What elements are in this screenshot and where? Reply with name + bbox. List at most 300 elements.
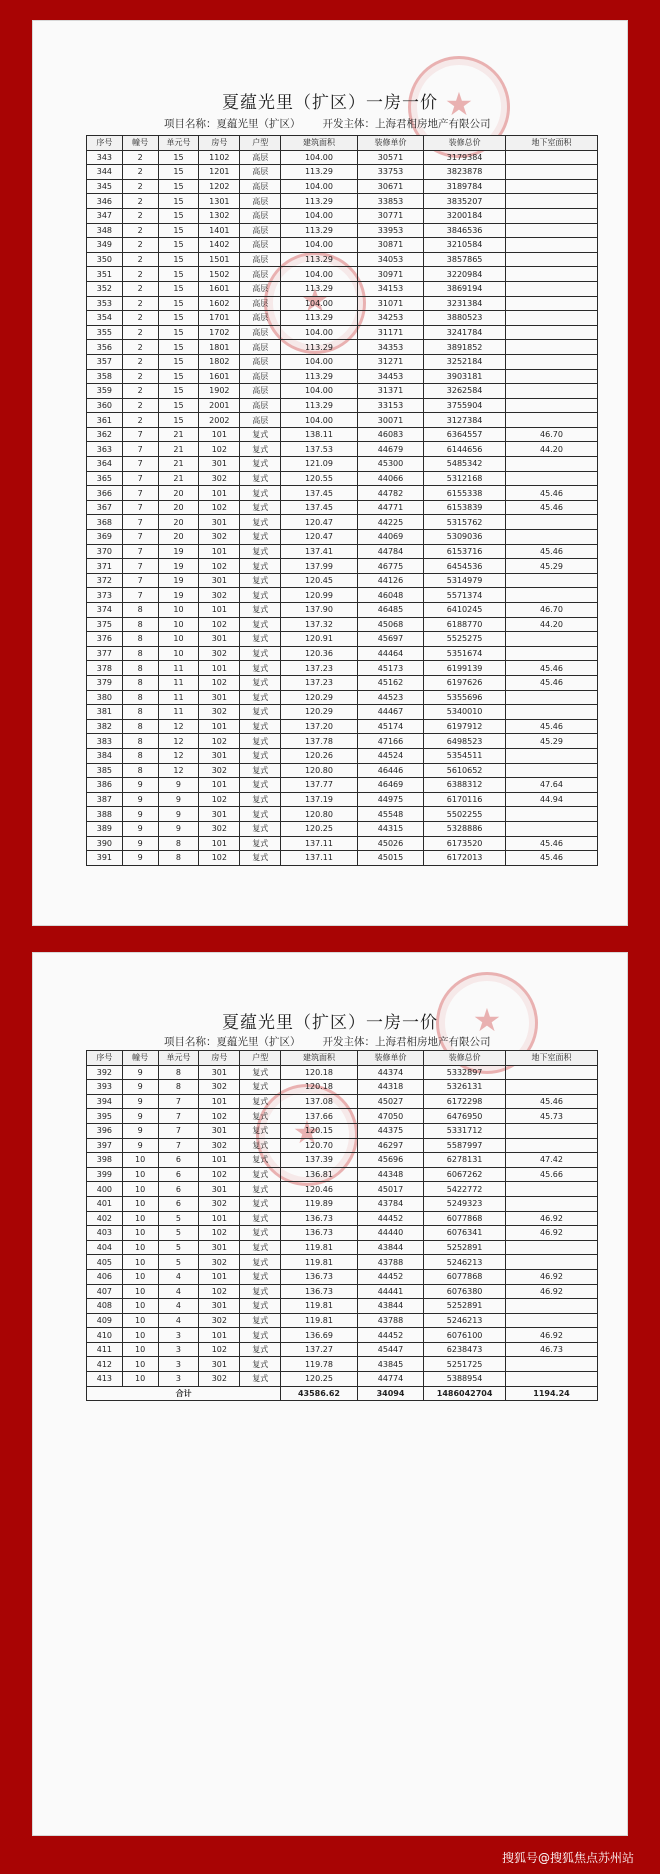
table-cell <box>505 223 597 238</box>
table-cell: 复式 <box>240 1065 281 1080</box>
table-cell: 359 <box>87 384 123 399</box>
table-cell: 1702 <box>199 325 240 340</box>
table-cell: 46.92 <box>505 1284 597 1299</box>
table-cell: 44375 <box>357 1123 423 1138</box>
table-cell: 复式 <box>240 1094 281 1109</box>
table-cell: 395 <box>87 1109 123 1124</box>
table-cell: 302 <box>199 763 240 778</box>
table-cell: 101 <box>199 427 240 442</box>
table-cell: 高层 <box>240 223 281 238</box>
table-cell: 45548 <box>357 807 423 822</box>
table-cell: 104.00 <box>281 413 358 428</box>
table-cell: 6 <box>158 1153 199 1168</box>
table-cell: 高层 <box>240 340 281 355</box>
table-cell: 3823878 <box>424 165 506 180</box>
table-cell: 120.55 <box>281 471 358 486</box>
table-cell: 复式 <box>240 1284 281 1299</box>
table-cell: 3200184 <box>424 208 506 223</box>
table-cell: 44440 <box>357 1226 423 1241</box>
table-cell: 1701 <box>199 311 240 326</box>
table-cell <box>505 369 597 384</box>
column-header: 单元号 <box>158 1051 199 1066</box>
table-cell: 113.29 <box>281 194 358 209</box>
table-cell <box>505 1080 597 1095</box>
table-cell: 136.73 <box>281 1211 358 1226</box>
table-cell: 高层 <box>240 325 281 340</box>
table-row <box>87 1182 598 1197</box>
table-cell: 406 <box>87 1269 123 1284</box>
table-cell: 43844 <box>357 1299 423 1314</box>
table-cell: 45.46 <box>505 851 597 866</box>
table-cell: 2002 <box>199 413 240 428</box>
table-cell: 11 <box>158 661 199 676</box>
table-cell: 1902 <box>199 384 240 399</box>
table-cell: 5309036 <box>424 530 506 545</box>
table-cell: 复式 <box>240 646 281 661</box>
table-cell: 1601 <box>199 281 240 296</box>
table-cell: 46048 <box>357 588 423 603</box>
table-cell: 45174 <box>357 719 423 734</box>
table-cell: 21 <box>158 457 199 472</box>
table-cell: 3241784 <box>424 325 506 340</box>
table-cell: 8 <box>122 719 158 734</box>
table-cell: 104.00 <box>281 150 358 165</box>
table-cell: 21 <box>158 427 199 442</box>
table-cell: 44452 <box>357 1269 423 1284</box>
price-table <box>86 1050 598 1401</box>
table-cell <box>505 208 597 223</box>
table-cell: 346 <box>87 194 123 209</box>
table-cell: 复式 <box>240 778 281 793</box>
table-cell: 45.29 <box>505 559 597 574</box>
table-cell: 6155338 <box>424 486 506 501</box>
table-row <box>87 705 598 720</box>
table-cell: 121.09 <box>281 457 358 472</box>
table-cell: 10 <box>122 1255 158 1270</box>
table-cell: 391 <box>87 851 123 866</box>
table-cell: 复式 <box>240 530 281 545</box>
column-header: 地下室面积 <box>505 136 597 151</box>
column-header: 房号 <box>199 136 240 151</box>
table-cell: 44225 <box>357 515 423 530</box>
table-cell: 高层 <box>240 267 281 282</box>
table-cell: 复式 <box>240 1269 281 1284</box>
table-cell: 复式 <box>240 821 281 836</box>
table-cell: 301 <box>199 1240 240 1255</box>
table-cell: 复式 <box>240 661 281 676</box>
table-cell: 10 <box>158 617 199 632</box>
table-cell: 2 <box>122 398 158 413</box>
table-cell: 15 <box>158 208 199 223</box>
table-cell: 104.00 <box>281 296 358 311</box>
table-cell: 46.70 <box>505 603 597 618</box>
table-row <box>87 165 598 180</box>
table-cell: 403 <box>87 1226 123 1241</box>
table-cell: 1602 <box>199 296 240 311</box>
table-row <box>87 530 598 545</box>
table-cell: 102 <box>199 675 240 690</box>
table-cell: 46.92 <box>505 1328 597 1343</box>
table-cell: 复式 <box>240 792 281 807</box>
table-cell: 2 <box>122 384 158 399</box>
table-cell: 8 <box>122 690 158 705</box>
table-cell: 347 <box>87 208 123 223</box>
table-cell: 31271 <box>357 354 423 369</box>
table-cell: 120.26 <box>281 748 358 763</box>
table-cell: 120.80 <box>281 763 358 778</box>
table-cell: 348 <box>87 223 123 238</box>
table-cell: 113.29 <box>281 340 358 355</box>
table-cell: 复式 <box>240 1372 281 1387</box>
table-cell: 7 <box>122 573 158 588</box>
table-cell: 5485342 <box>424 457 506 472</box>
table-cell: 复式 <box>240 1299 281 1314</box>
table-cell: 20 <box>158 486 199 501</box>
table-cell: 7 <box>122 471 158 486</box>
table-cell: 9 <box>122 1065 158 1080</box>
table-cell: 复式 <box>240 851 281 866</box>
page-title: 夏蕴光里（扩区）一房一价 <box>222 1013 438 1033</box>
table-cell: 407 <box>87 1284 123 1299</box>
table-cell: 365 <box>87 471 123 486</box>
table-cell: 1802 <box>199 354 240 369</box>
table-cell: 45.73 <box>505 1109 597 1124</box>
table-cell: 复式 <box>240 500 281 515</box>
table-cell: 高层 <box>240 354 281 369</box>
table-cell: 19 <box>158 588 199 603</box>
table-row <box>87 1065 598 1080</box>
table-cell: 3179384 <box>424 150 506 165</box>
table-cell: 104.00 <box>281 208 358 223</box>
table-cell: 6498523 <box>424 734 506 749</box>
table-cell: 9 <box>122 778 158 793</box>
table-row <box>87 1211 598 1226</box>
table-cell: 10 <box>158 632 199 647</box>
table-cell: 15 <box>158 325 199 340</box>
table-cell: 45.46 <box>505 836 597 851</box>
table-cell: 47166 <box>357 734 423 749</box>
table-row <box>87 778 598 793</box>
table-cell: 45300 <box>357 457 423 472</box>
table-cell: 104.00 <box>281 179 358 194</box>
table-cell: 136.73 <box>281 1284 358 1299</box>
table-cell: 45.66 <box>505 1167 597 1182</box>
table-cell: 30971 <box>357 267 423 282</box>
table-cell: 379 <box>87 675 123 690</box>
table-cell: 120.47 <box>281 530 358 545</box>
table-cell: 101 <box>199 719 240 734</box>
table-cell: 10 <box>122 1167 158 1182</box>
table-cell: 9 <box>122 1138 158 1153</box>
table-cell: 352 <box>87 281 123 296</box>
table-cell: 复式 <box>240 1182 281 1197</box>
table-cell: 2 <box>122 179 158 194</box>
table-cell: 复式 <box>240 1255 281 1270</box>
table-cell: 119.81 <box>281 1255 358 1270</box>
table-cell: 45.46 <box>505 500 597 515</box>
table-cell: 7 <box>122 515 158 530</box>
table-row <box>87 1196 598 1211</box>
table-cell: 46.73 <box>505 1342 597 1357</box>
table-cell: 137.08 <box>281 1094 358 1109</box>
table-cell: 120.36 <box>281 646 358 661</box>
table-cell: 137.41 <box>281 544 358 559</box>
source-watermark: 搜狐号@搜狐焦点苏州站 <box>501 1851 634 1865</box>
table-header-row <box>87 136 598 151</box>
table-cell <box>505 646 597 661</box>
table-cell: 高层 <box>240 150 281 165</box>
table-cell: 5246213 <box>424 1313 506 1328</box>
table-cell <box>505 515 597 530</box>
table-cell: 302 <box>199 1196 240 1211</box>
table-cell: 102 <box>199 500 240 515</box>
table-cell: 353 <box>87 296 123 311</box>
table-row <box>87 719 598 734</box>
table-row <box>87 1094 598 1109</box>
table-cell: 7 <box>122 457 158 472</box>
table-cell: 复式 <box>240 486 281 501</box>
table-cell: 1201 <box>199 165 240 180</box>
table-row <box>87 1357 598 1372</box>
table-cell: 301 <box>199 807 240 822</box>
table-row <box>87 1109 598 1124</box>
table-cell: 302 <box>199 705 240 720</box>
table-cell: 44782 <box>357 486 423 501</box>
table-cell: 368 <box>87 515 123 530</box>
table-cell: 15 <box>158 369 199 384</box>
table-cell: 15 <box>158 398 199 413</box>
table-cell: 2 <box>122 223 158 238</box>
table-cell: 5251725 <box>424 1357 506 1372</box>
table-cell: 363 <box>87 442 123 457</box>
table-cell: 137.78 <box>281 734 358 749</box>
page-title: 夏蕴光里（扩区）一房一价 <box>222 93 438 113</box>
project-name: 项目名称：夏蕴光里（扩区） <box>164 118 301 130</box>
table-cell: 301 <box>199 1065 240 1080</box>
table-row <box>87 675 598 690</box>
table-cell <box>505 1299 597 1314</box>
table-cell: 6077868 <box>424 1269 506 1284</box>
table-cell: 362 <box>87 427 123 442</box>
table-row <box>87 500 598 515</box>
table-cell: 45015 <box>357 851 423 866</box>
table-cell: 7 <box>122 442 158 457</box>
table-cell: 3 <box>158 1357 199 1372</box>
table-cell: 399 <box>87 1167 123 1182</box>
table-cell: 3 <box>158 1342 199 1357</box>
table-cell: 5 <box>158 1255 199 1270</box>
table-cell: 10 <box>158 603 199 618</box>
table-cell: 复式 <box>240 1167 281 1182</box>
table-cell: 137.99 <box>281 559 358 574</box>
table-cell: 10 <box>122 1153 158 1168</box>
table-cell: 380 <box>87 690 123 705</box>
table-cell: 45.46 <box>505 1094 597 1109</box>
table-cell: 5 <box>158 1226 199 1241</box>
table-cell: 5571374 <box>424 588 506 603</box>
table-cell: 10 <box>122 1299 158 1314</box>
column-header: 建筑面积 <box>281 1051 358 1066</box>
table-cell: 复式 <box>240 675 281 690</box>
table-row <box>87 486 598 501</box>
table-cell: 10 <box>122 1328 158 1343</box>
table-cell: 6388312 <box>424 778 506 793</box>
column-header: 装修总价 <box>424 136 506 151</box>
table-row <box>87 1240 598 1255</box>
table-cell: 120.70 <box>281 1138 358 1153</box>
table-cell: 复式 <box>240 1328 281 1343</box>
total-label: 合计 <box>87 1386 281 1401</box>
price-table <box>86 135 598 866</box>
table-cell: 高层 <box>240 165 281 180</box>
table-cell: 9 <box>122 836 158 851</box>
table-cell: 10 <box>122 1357 158 1372</box>
table-cell: 46.70 <box>505 427 597 442</box>
table-cell: 1301 <box>199 194 240 209</box>
table-cell: 15 <box>158 165 199 180</box>
table-cell: 43845 <box>357 1357 423 1372</box>
table-cell: 2 <box>122 238 158 253</box>
table-cell: 44.94 <box>505 792 597 807</box>
column-header: 房号 <box>199 1051 240 1066</box>
table-cell <box>505 1313 597 1328</box>
table-cell: 404 <box>87 1240 123 1255</box>
developer-name: 开发主体：上海君相房地产有限公司 <box>322 1036 491 1048</box>
table-cell: 301 <box>199 515 240 530</box>
table-cell: 8 <box>122 632 158 647</box>
table-cell: 6170116 <box>424 792 506 807</box>
table-cell: 44774 <box>357 1372 423 1387</box>
table-cell: 2 <box>122 208 158 223</box>
table-cell: 102 <box>199 559 240 574</box>
table-row <box>87 340 598 355</box>
table-cell: 302 <box>199 1080 240 1095</box>
table-cell <box>505 150 597 165</box>
table-row <box>87 1226 598 1241</box>
column-header: 装修单价 <box>357 136 423 151</box>
table-cell: 402 <box>87 1211 123 1226</box>
table-cell: 30071 <box>357 413 423 428</box>
table-cell: 8 <box>122 617 158 632</box>
table-cell: 409 <box>87 1313 123 1328</box>
table-cell: 358 <box>87 369 123 384</box>
table-row <box>87 179 598 194</box>
table-cell: 120.18 <box>281 1065 358 1080</box>
table-cell: 复式 <box>240 836 281 851</box>
table-cell: 5312168 <box>424 471 506 486</box>
table-cell: 复式 <box>240 748 281 763</box>
table-cell: 104.00 <box>281 384 358 399</box>
table-row <box>87 208 598 223</box>
table-cell: 33753 <box>357 165 423 180</box>
table-cell <box>505 165 597 180</box>
table-cell: 136.73 <box>281 1269 358 1284</box>
table-cell: 高层 <box>240 398 281 413</box>
table-cell: 10 <box>122 1313 158 1328</box>
table-cell: 136.73 <box>281 1226 358 1241</box>
table-cell: 44975 <box>357 792 423 807</box>
column-header: 单元号 <box>158 136 199 151</box>
table-cell: 3262584 <box>424 384 506 399</box>
table-row <box>87 1299 598 1314</box>
table-cell: 6197626 <box>424 675 506 690</box>
table-cell: 10 <box>158 646 199 661</box>
table-cell: 120.25 <box>281 1372 358 1387</box>
table-cell: 44467 <box>357 705 423 720</box>
table-cell: 1402 <box>199 238 240 253</box>
table-row <box>87 311 598 326</box>
table-cell <box>505 1065 597 1080</box>
table-cell: 15 <box>158 223 199 238</box>
table-cell: 120.15 <box>281 1123 358 1138</box>
table-cell: 102 <box>199 1167 240 1182</box>
table-cell: 6173520 <box>424 836 506 851</box>
table-cell <box>505 705 597 720</box>
table-cell: 46.92 <box>505 1226 597 1241</box>
table-row <box>87 442 598 457</box>
table-cell: 9 <box>158 778 199 793</box>
table-cell: 302 <box>199 1138 240 1153</box>
table-cell: 101 <box>199 544 240 559</box>
table-cell: 46485 <box>357 603 423 618</box>
table-cell: 3210584 <box>424 238 506 253</box>
table-cell: 44523 <box>357 690 423 705</box>
table-cell: 371 <box>87 559 123 574</box>
table-cell: 46297 <box>357 1138 423 1153</box>
table-cell: 复式 <box>240 515 281 530</box>
table-cell: 137.45 <box>281 500 358 515</box>
table-cell: 复式 <box>240 705 281 720</box>
table-cell: 390 <box>87 836 123 851</box>
table-cell <box>505 1372 597 1387</box>
table-row <box>87 325 598 340</box>
table-cell: 370 <box>87 544 123 559</box>
table-cell: 392 <box>87 1065 123 1080</box>
table-cell: 350 <box>87 252 123 267</box>
table-row <box>87 646 598 661</box>
table-cell: 5610652 <box>424 763 506 778</box>
table-cell: 43784 <box>357 1196 423 1211</box>
table-cell: 366 <box>87 486 123 501</box>
table-row <box>87 632 598 647</box>
table-cell: 44.20 <box>505 617 597 632</box>
table-cell: 43844 <box>357 1240 423 1255</box>
table-row <box>87 354 598 369</box>
table-cell: 46.92 <box>505 1269 597 1284</box>
table-cell: 15 <box>158 252 199 267</box>
table-cell: 351 <box>87 267 123 282</box>
table-cell: 7 <box>122 530 158 545</box>
table-row <box>87 748 598 763</box>
table-cell <box>505 194 597 209</box>
table-cell: 45027 <box>357 1094 423 1109</box>
table-cell: 102 <box>199 1226 240 1241</box>
table-cell: 120.29 <box>281 690 358 705</box>
table-cell: 复式 <box>240 719 281 734</box>
table-cell: 19 <box>158 544 199 559</box>
table-cell: 45.46 <box>505 486 597 501</box>
table-cell: 15 <box>158 194 199 209</box>
table-cell: 2 <box>122 369 158 384</box>
table-cell: 374 <box>87 603 123 618</box>
table-cell: 137.77 <box>281 778 358 793</box>
table-cell: 3835207 <box>424 194 506 209</box>
table-row <box>87 573 598 588</box>
table-cell: 102 <box>199 734 240 749</box>
table-cell <box>505 1196 597 1211</box>
table-cell: 34153 <box>357 281 423 296</box>
table-row <box>87 515 598 530</box>
